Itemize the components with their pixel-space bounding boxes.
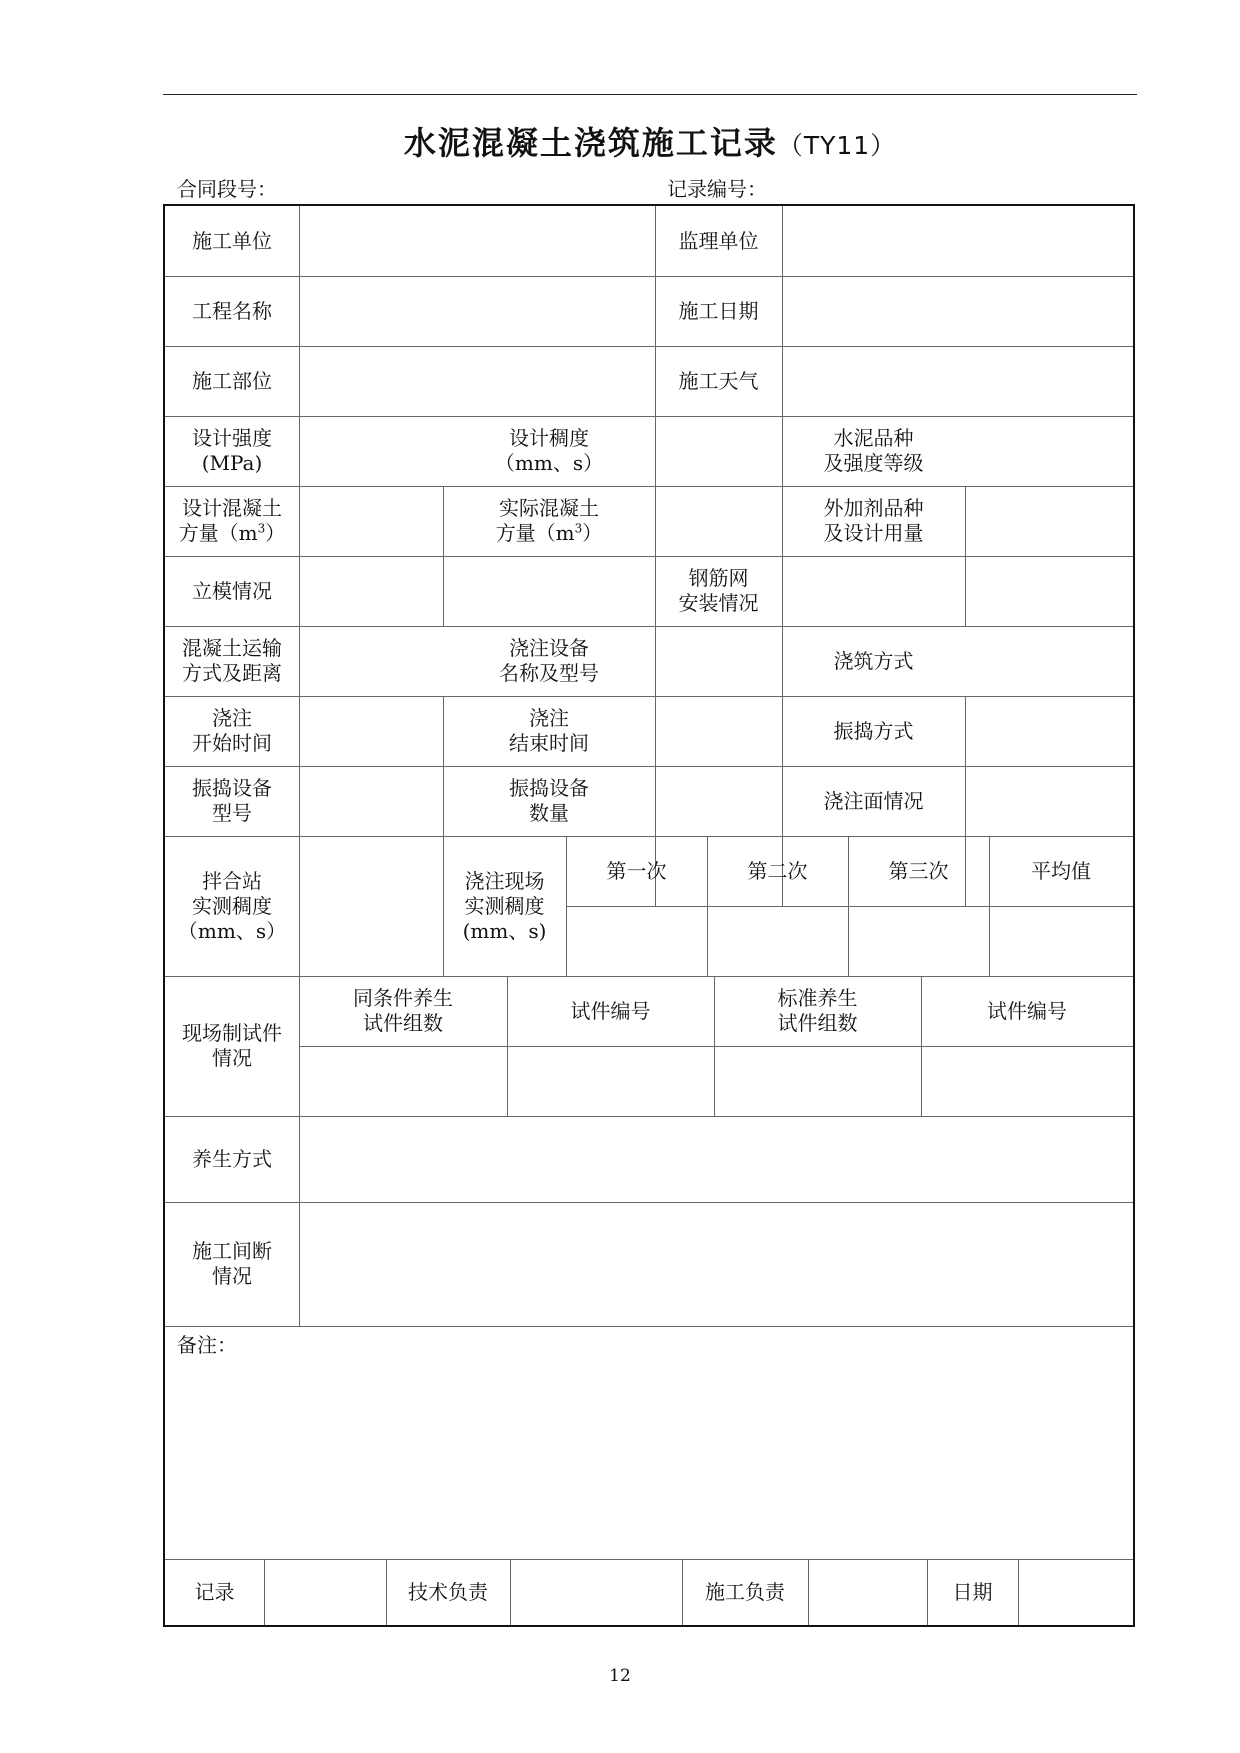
header-std-cure-groups: 标准养生 试件组数 [777,986,858,1035]
header-second: 第二次 [747,858,808,883]
field-construction-unit[interactable] [300,206,655,276]
field-project-name[interactable] [300,276,655,346]
field-formwork[interactable] [300,556,655,626]
label-supervision-unit: 监理单位 [678,228,759,253]
field-second[interactable] [708,907,848,976]
record-no-label: 记录编号： [667,177,767,201]
contract-label: 合同段号： [177,177,277,201]
field-rebar-mesh[interactable] [783,556,1133,626]
actual-volume-line1: 实际混凝土 [499,496,599,520]
label-curing-method: 养生方式 [192,1146,272,1171]
label-design-consistency: 设计稠度 （mm、s） [494,426,604,475]
header-same-cond-groups: 同条件养生 试件组数 [353,986,453,1035]
label-specimens: 现场制试件 情况 [182,1021,282,1070]
label-construction-unit: 施工单位 [192,228,272,253]
field-specimen-no-1[interactable] [508,1047,714,1116]
label-project-name: 工程名称 [192,298,272,323]
field-pouring-method[interactable] [966,626,1133,696]
field-specimen-no-2[interactable] [922,1047,1133,1116]
label-admixture: 外加剂品种 及设计用量 [823,496,924,545]
field-design-consistency[interactable] [656,416,782,486]
label-pour-end: 浇注 结束时间 [509,706,589,755]
field-supervision-unit[interactable] [783,206,1133,276]
field-pouring-equipment[interactable] [656,626,782,696]
actual-volume-close: ） [582,521,603,545]
header-first: 第一次 [606,858,667,883]
label-site-consistency: 浇注现场 实测稠度 (mm、s) [462,868,547,943]
label-date: 日期 [952,1579,993,1604]
header-specimen-no-2: 试件编号 [987,998,1067,1023]
label-pour-surface: 浇注面情况 [823,788,924,813]
field-tech-lead[interactable] [511,1560,682,1625]
label-construction-date: 施工日期 [678,298,759,323]
label-construction-part: 施工部位 [192,368,272,393]
design-volume-close: ） [265,521,286,545]
field-third[interactable] [849,907,989,976]
label-vibration-method: 振捣方式 [833,718,914,743]
field-recorder[interactable] [265,1560,386,1625]
label-actual-volume [443,486,655,556]
field-std-cure-groups[interactable] [715,1047,921,1116]
field-design-strength[interactable] [300,416,443,486]
label-recorder: 记录 [194,1579,235,1604]
field-curing-method[interactable] [300,1116,1133,1202]
field-construction-date[interactable] [783,276,1133,346]
top-rule [163,94,1137,95]
label-vibrator-model: 振捣设备 型号 [192,776,272,825]
design-volume-line2: 方量（m [178,521,258,545]
label-formwork: 立模情况 [192,578,272,603]
label-design-volume [165,486,299,556]
field-transport[interactable] [300,626,443,696]
label-design-strength: 设计强度 (MPa) [192,426,272,475]
label-vibrator-count: 振捣设备 数量 [509,776,589,825]
page-title [163,118,1137,164]
field-interruption[interactable] [300,1202,1133,1326]
header-third: 第三次 [888,858,949,883]
header-specimen-no-1: 试件编号 [570,998,651,1023]
field-construction-lead[interactable] [809,1560,927,1625]
field-first[interactable] [567,907,707,976]
label-remarks: 备注： [177,1332,237,1357]
label-transport: 混凝土运输 方式及距离 [182,636,282,685]
field-actual-volume[interactable] [656,486,782,556]
field-vibration-method[interactable] [966,696,1133,766]
label-construction-weather: 施工天气 [678,368,759,393]
label-interruption: 施工间断 情况 [192,1239,272,1288]
label-rebar-mesh: 钢筋网 安装情况 [678,566,759,615]
label-tech-lead: 技术负责 [408,1579,488,1604]
field-date[interactable] [1019,1560,1133,1625]
title-code: （TY11） [777,131,897,160]
field-admixture[interactable] [966,486,1133,556]
field-pour-start[interactable] [300,696,443,766]
label-construction-lead: 施工负责 [705,1579,785,1604]
design-volume-line1: 设计混凝土 [182,496,282,520]
actual-volume-sup: 3 [574,521,583,536]
field-same-cond-groups[interactable] [300,1047,507,1116]
field-construction-weather[interactable] [783,346,1133,416]
field-construction-part[interactable] [300,346,655,416]
label-pouring-method: 浇筑方式 [833,648,914,673]
label-plant-consistency: 拌合站 实测稠度 （mm、s） [177,868,287,943]
label-pouring-equipment: 浇注设备 名称及型号 [499,636,599,685]
design-volume-sup: 3 [257,521,266,536]
field-vibrator-model[interactable] [300,766,443,836]
field-vibrator-count[interactable] [656,766,782,836]
title-text: 水泥混凝土浇筑施工记录 [403,124,778,162]
label-cement-type: 水泥品种 及强度等级 [823,426,924,475]
actual-volume-line2: 方量（m [495,521,575,545]
field-design-volume[interactable] [300,486,443,556]
field-average[interactable] [990,907,1133,976]
field-pour-surface[interactable] [966,766,1133,836]
field-plant-consistency[interactable] [300,836,443,976]
label-pour-start: 浇注 开始时间 [192,706,272,755]
page-number: 12 [609,1666,631,1686]
field-remarks[interactable] [165,1362,1133,1558]
field-pour-end[interactable] [656,696,782,766]
field-cement-type[interactable] [966,416,1133,486]
header-average: 平均值 [1031,858,1091,883]
record-form [163,204,1135,1627]
